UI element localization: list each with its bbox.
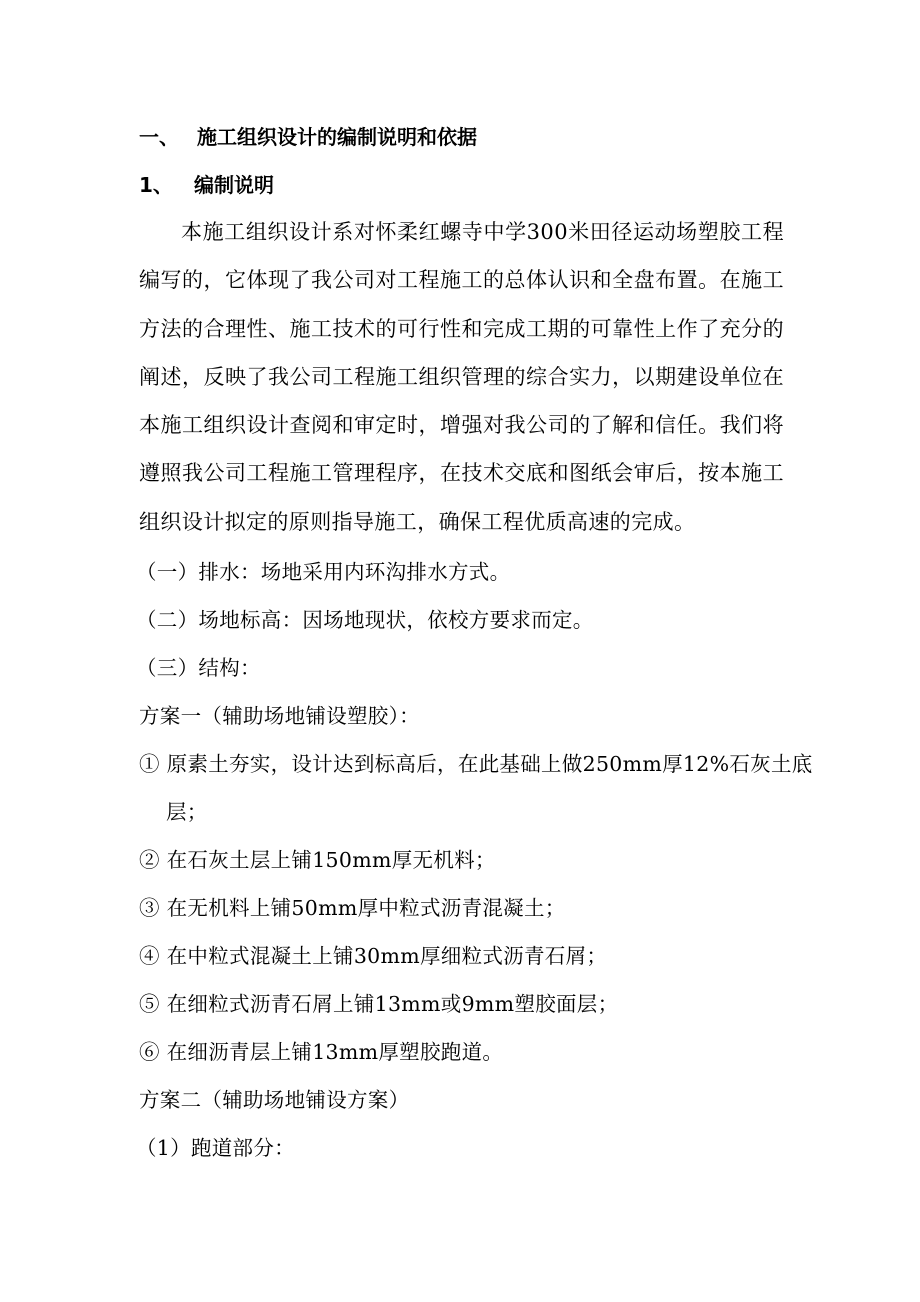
plan2-title: 方案二（辅助场地铺设方案） <box>139 1088 410 1112</box>
section-heading <box>139 125 477 149</box>
plan1-step: ⑤ 在细粒式沥青石屑上铺13mm或9mm塑胶面层； <box>139 992 619 1016</box>
drainage-item: （一）排水：场地采用内环沟排水方式。 <box>136 560 511 584</box>
plan1-step: ② 在石灰土层上铺150mm厚无机料； <box>139 848 496 872</box>
subsection-number: 1、 <box>139 173 173 197</box>
structure-item: （三）结构： <box>136 656 261 680</box>
plan1-step: ⑥ 在细沥青层上铺13mm厚塑胶跑道。 <box>139 1040 504 1064</box>
section-title: 施工组织设计的编制说明和依据 <box>197 125 477 149</box>
section-number: 一、 <box>139 125 179 149</box>
subsection-title: 编制说明 <box>194 173 274 197</box>
plan1-title: 方案一（辅助场地铺设塑胶）： <box>139 704 420 728</box>
plan2-item: （1）跑道部分： <box>136 1136 295 1160</box>
plan1-step: ④ 在中粒式混凝土上铺30mm厚细粒式沥青石屑； <box>139 944 608 968</box>
plan1-step: ③ 在无机料上铺50mm厚中粒式沥青混凝土； <box>139 896 566 920</box>
intro-paragraph: 本施工组织设计系对怀柔红螺寺中学300米田径运动场塑胶工程编写的，它体现了我公司对工程施工的总体认识和全盘布置。在施工方法的合理性、施工技术的可行性和完成工期的可靠性上作了充分的阐述，反映了我公司工程施工组织管理的综合实力，以期建设单位在本施工组织设计查阅和审定时，增强对我公司的了解和信任。我们将遵照我公司工程施工管理程序，在技术交底和图纸会审后，按本施工组织设计拟定的原则指导施工，确保工程优质高速的完成。 <box>139 220 784 534</box>
elevation-item: （二）场地标高：因场地现状，依校方要求而定。 <box>136 608 594 632</box>
subsection-heading <box>139 173 274 197</box>
plan1-step: ① 原素土夯实，设计达到标高后，在此基础上做250mm厚12%石灰土底层； <box>139 752 813 824</box>
